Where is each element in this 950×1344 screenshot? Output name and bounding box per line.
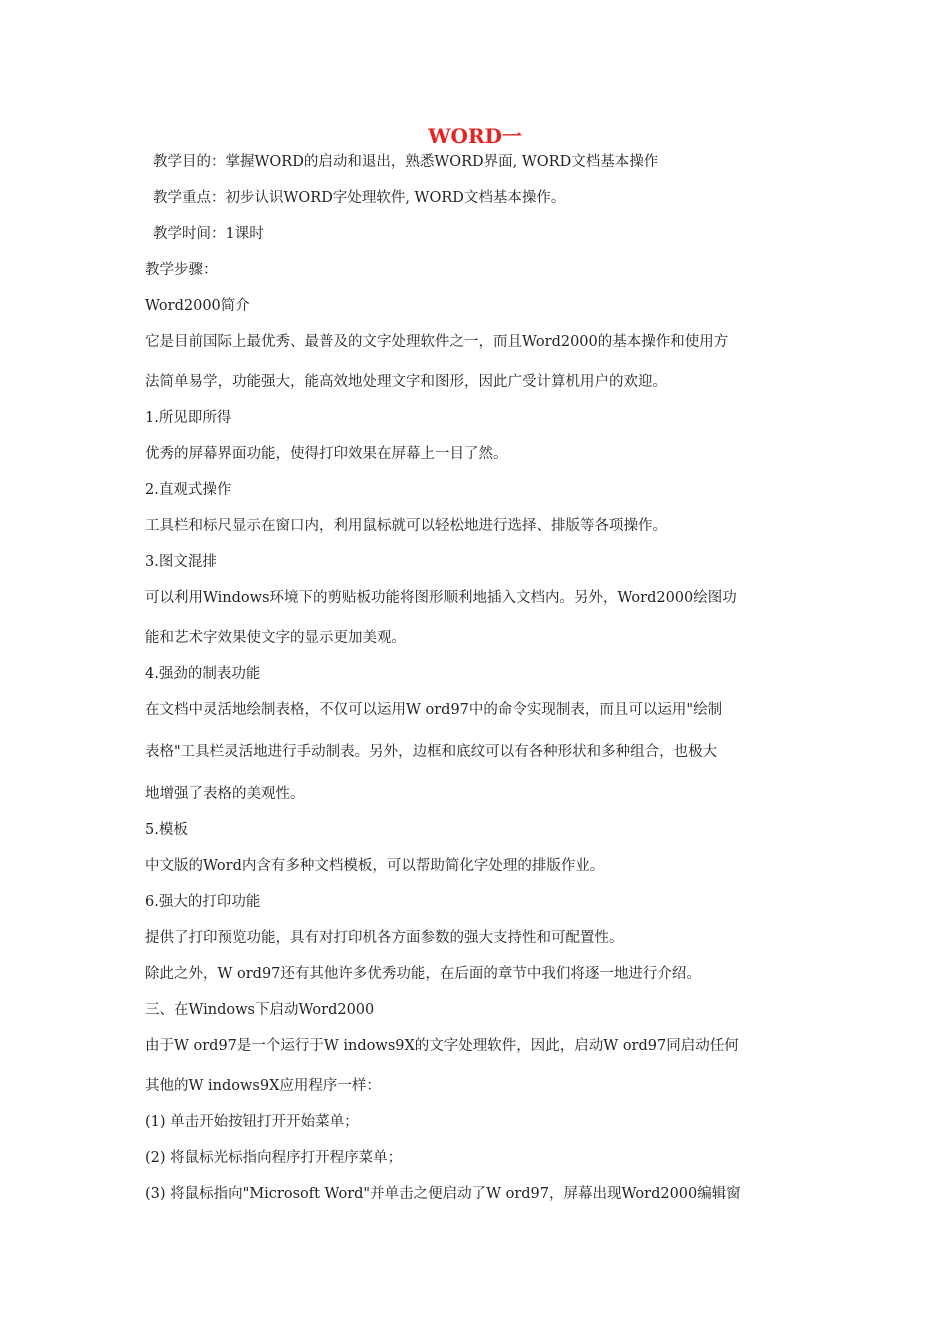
paragraph-line: 在文档中灵活地绘制表格，不仅可以运用W ord97中的命令实现制表，而且可以运用"绘制 bbox=[145, 702, 723, 718]
list-item: (1) 单击开始按钮打开开始菜单； bbox=[145, 1114, 359, 1130]
feature-heading: 2.直观式操作 bbox=[145, 482, 232, 498]
paragraph-line: 地增强了表格的美观性。 bbox=[145, 786, 305, 802]
teaching-focus: 教学重点：初步认识WORD字处理软件, WORD文档基本操作。 bbox=[153, 190, 566, 206]
feature-heading: 1.所见即所得 bbox=[145, 410, 232, 426]
paragraph-line: 可以利用Windows环境下的剪贴板功能将图形顺利地插入文档内。另外，Word2000绘图功 bbox=[145, 590, 737, 606]
list-item: (3) 将鼠标指向"Microsoft Word"并单击之便启动了W ord97，屏幕出现Word2000编辑窗 bbox=[145, 1186, 741, 1202]
teaching-goal: 教学目的：掌握WORD的启动和退出，熟悉WORD界面, WORD文档基本操作 bbox=[153, 154, 659, 170]
paragraph-line: 中文版的Word内含有多种文档模板，可以帮助简化字处理的排版作业。 bbox=[145, 858, 605, 874]
paragraph-line: 由于W ord97是一个运行于W indows9X的文字处理软件，因此，启动W ord97同启动任何 bbox=[145, 1038, 739, 1054]
teaching-steps-heading: 教学步骤： bbox=[145, 262, 218, 278]
list-item: (2) 将鼠标光标指向程序打开程序菜单； bbox=[145, 1150, 403, 1166]
paragraph-line: 除此之外，W ord97还有其他许多优秀功能，在后面的章节中我们将逐一地进行介绍。 bbox=[145, 966, 701, 982]
paragraph-line: 表格"工具栏灵活地进行手动制表。另外，边框和底纹可以有各种形状和多种组合，也极大 bbox=[145, 744, 718, 760]
teaching-time: 教学时间：1课时 bbox=[153, 226, 264, 242]
paragraph-line: 它是目前国际上最优秀、最普及的文字处理软件之一，而且Word2000的基本操作和使用方 bbox=[145, 334, 729, 350]
paragraph-line: 能和艺术字效果使文字的显示更加美观。 bbox=[145, 630, 406, 646]
document-title: WORD一 bbox=[428, 124, 522, 148]
section-heading: Word2000简介 bbox=[145, 298, 250, 314]
paragraph-line: 优秀的屏幕界面功能，使得打印效果在屏幕上一目了然。 bbox=[145, 446, 508, 462]
feature-heading: 5.模板 bbox=[145, 822, 188, 838]
feature-heading: 6.强大的打印功能 bbox=[145, 894, 261, 910]
paragraph-line: 其他的W indows9X应用程序一样： bbox=[145, 1078, 381, 1094]
section-heading: 三、在Windows下启动Word2000 bbox=[145, 1002, 375, 1018]
paragraph-line: 法简单易学，功能强大，能高效地处理文字和图形，因此广受计算机用户的欢迎。 bbox=[145, 374, 667, 390]
feature-heading: 3.图文混排 bbox=[145, 554, 217, 570]
feature-heading: 4.强劲的制表功能 bbox=[145, 666, 261, 682]
paragraph-line: 工具栏和标尺显示在窗口内，利用鼠标就可以轻松地进行选择、排版等各项操作。 bbox=[145, 518, 667, 534]
paragraph-line: 提供了打印预览功能，具有对打印机各方面参数的强大支持性和可配置性。 bbox=[145, 930, 624, 946]
